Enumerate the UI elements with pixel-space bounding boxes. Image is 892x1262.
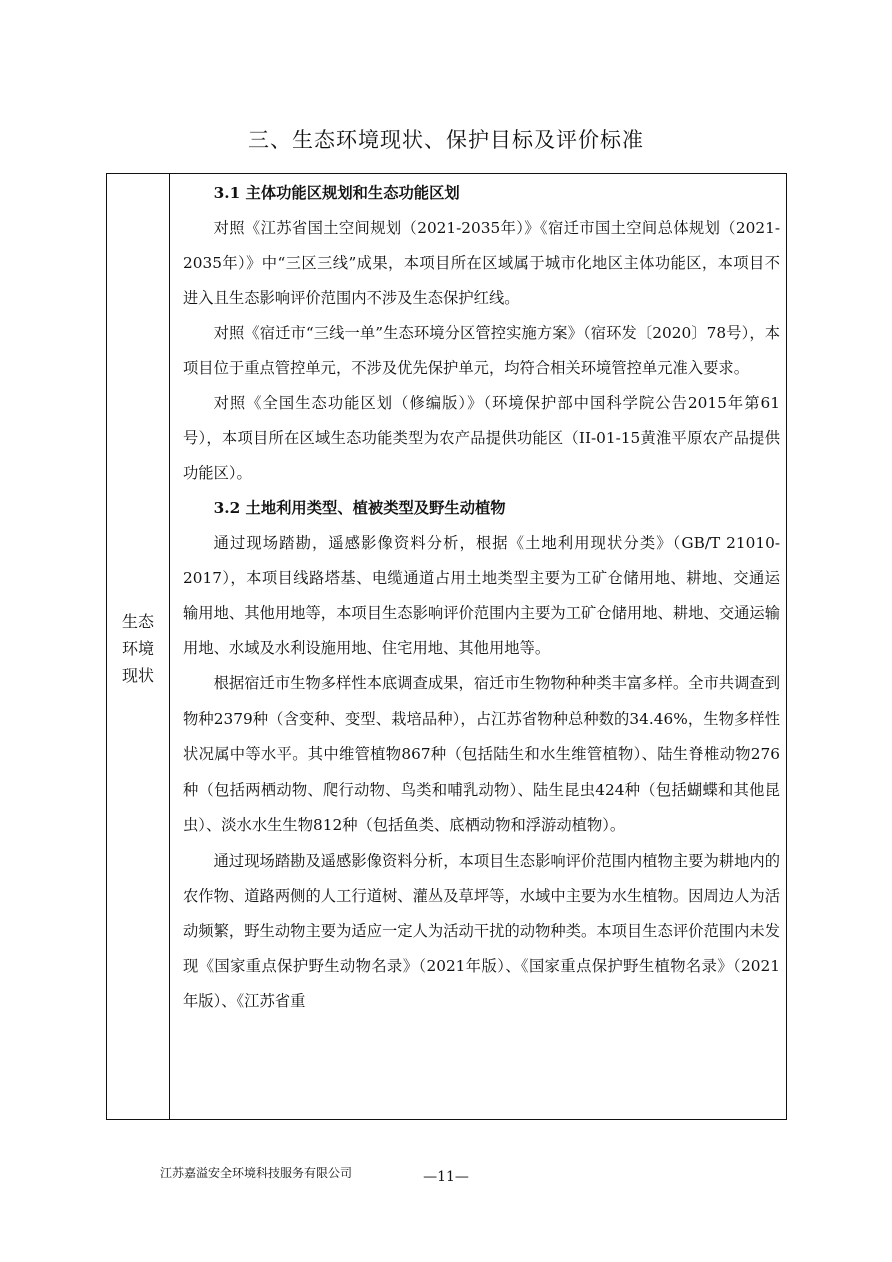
row-label-cell (107, 174, 170, 1119)
content-table (106, 173, 787, 1120)
section-heading: 3.1 主体功能区规划和生态功能区划 (213, 184, 460, 202)
row-label-line: 现状 (121, 666, 154, 685)
paragraph: 对照《宿迁市“三线一单”生态环境分区管控实施方案》（宿环发〔2020〕78号），本项目位于重点管控单元，不涉及优先保护单元，均符合相关环境管控单元准入要求。 (183, 324, 780, 377)
paragraph: 对照《全国生态功能区划（修编版）》（环境保护部中国科学院公告2015年第61号），本项目所在区域生态功能类型为农产品提供功能区（II-01-15黄淮平原农产品提供功能区）。 (183, 394, 780, 482)
paragraph: 根据宿迁市生物多样性本底调查成果，宿迁市生物物种种类丰富多样。全市共调查到物种2379种（含变种、变型、栽培品种），占江苏省物种总种数的34.46%，生物多样性状况属中等水平。其中维管植物867种（包括陆生和水生维管植物）、陆生脊椎动物276种（包括两栖动物、爬行动物、鸟类和哺乳动物）、陆生昆虫424种（包括蝴蝶和其他昆虫）、淡水水生生物812种（包括鱼类、底栖动物和浮游动植物）。 (183, 674, 780, 834)
section-heading: 3.2 土地利用类型、植被类型及野生动植物 (213, 499, 506, 517)
row-label-line: 环境 (121, 639, 154, 658)
footer-company: 江苏嘉溢安全环境科技服务有限公司 (160, 1166, 353, 1180)
paragraph: 通过现场踏勘及遥感影像资料分析，本项目生态影响评价范围内植物主要为耕地内的农作物、道路两侧的人工行道树、灌丛及草坪等，水域中主要为水生植物。因周边人为活动频繁，野生动物主要为适应一定人为活动干扰的动物种类。本项目生态评价范围内未发现《国家重点保护野生动物名录》（2021年版）、《国家重点保护野生植物名录》（2021年版）、《江苏省重 (183, 851, 780, 1010)
page-number: —11— (423, 1169, 469, 1185)
paragraph: 通过现场踏勘，遥感影像资料分析，根据《土地利用现状分类》（GB/T 21010-2017），本项目线路塔基、电缆通道占用土地类型主要为工矿仓储用地、耕地、交通运输用地、其他用地等，本项目生态影响评价范围内主要为工矿仓储用地、耕地、交通运输用地、水域及水利设施用地、住宅用地、其他用地等。 (183, 534, 780, 657)
paragraph: 对照《江苏省国土空间规划（2021-2035年）》《宿迁市国土空间总体规划（2021-2035年）》中“三区三线”成果，本项目所在区域属于城市化地区主体功能区，本项目不进入且生态影响评价范围内不涉及生态保护红线。 (183, 219, 780, 307)
content-cell (183, 176, 780, 1019)
row-label (107, 608, 169, 689)
page-title: 三、生态环境现状、保护目标及评价标准 (248, 128, 644, 152)
row-label-line: 生态 (121, 612, 154, 631)
